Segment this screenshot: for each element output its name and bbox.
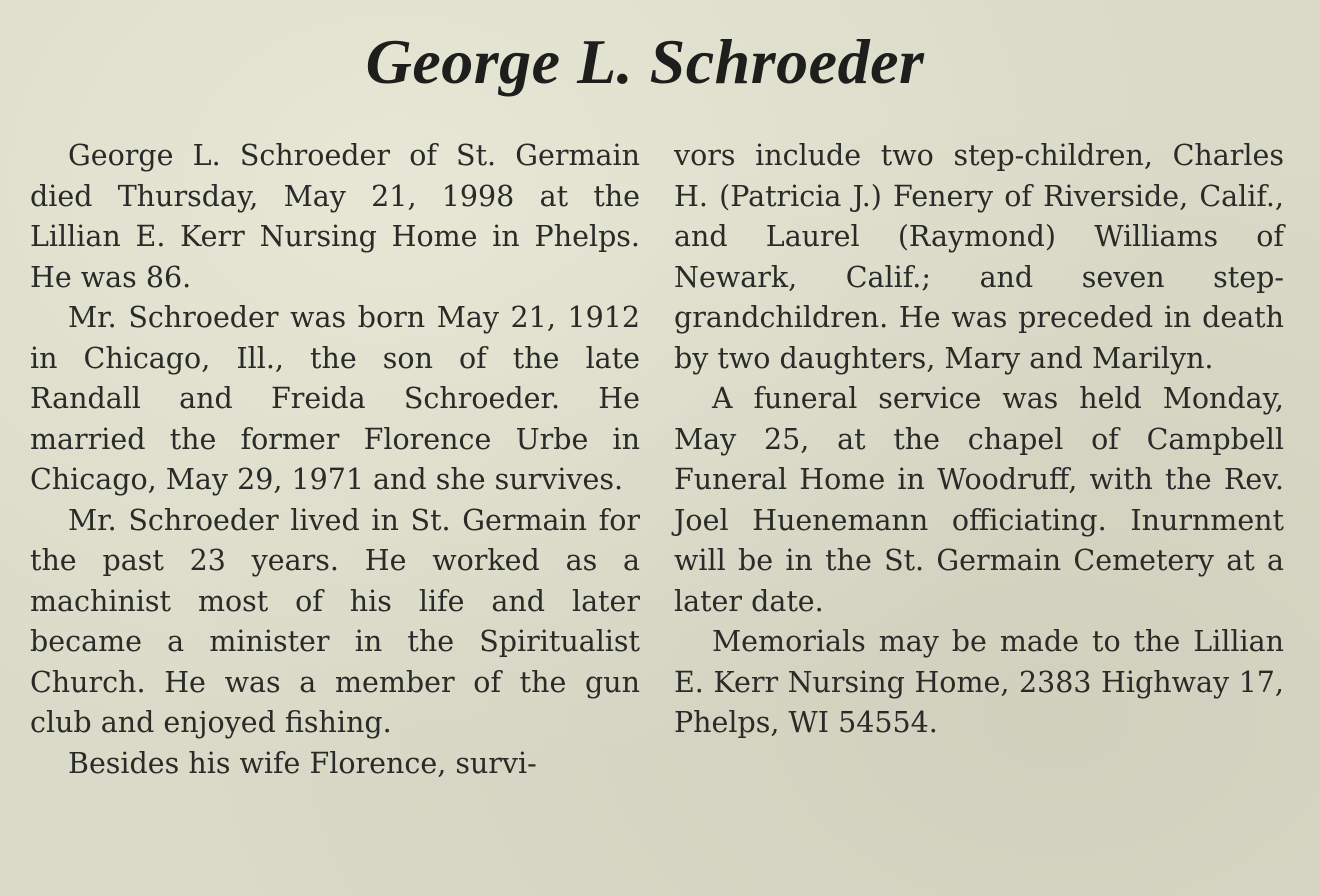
paragraph-survivors-continued: vors include two step-children, Charles H. (Patricia J.) Fenery of Riverside, Calif., and Laurel (Raymond) Williams of Newark, Calif.; and seven step-grandchildren. He was preceded in death by two daughters, Mary and Marilyn. <box>674 139 1284 375</box>
paragraph-birth-marriage: Mr. Schroeder was born May 21, 1912 in Chicago, Ill., the son of the late Randall and Freida Schroeder. He married the former Florence Urbe in Chicago, May 29, 1971 and she survives. <box>30 301 640 496</box>
left-column <box>30 136 640 784</box>
right-column <box>674 136 1284 744</box>
paragraph-funeral-service: A funeral service was held Monday, May 25, at the chapel of Campbell Funeral Home in Woodruff, with the Rev. Joel Huenemann officiating. Inurnment will be in the St. Germain Cemetery at a later date. <box>674 382 1284 618</box>
paragraph-death-notice: George L. Schroeder of St. Germain died Thursday, May 21, 1998 at the Lillian E. Kerr Nursing Home in Phelps. He was 86. <box>30 139 640 294</box>
paragraph-life-work: Mr. Schroeder lived in St. Germain for the past 23 years. He worked as a machinist most of his life and later became a minister in the Spiritualist Church. He was a member of the gun club and enjoyed fishing. <box>30 503 640 739</box>
obituary-title: George L. Schroeder <box>365 26 925 97</box>
paragraph-survivors-start: Besides his wife Florence, survi- <box>68 746 537 780</box>
paragraph-memorials: Memorials may be made to the Lillian E. Kerr Nursing Home, 2383 Highway 17, Phelps, WI 54554. <box>674 625 1284 739</box>
